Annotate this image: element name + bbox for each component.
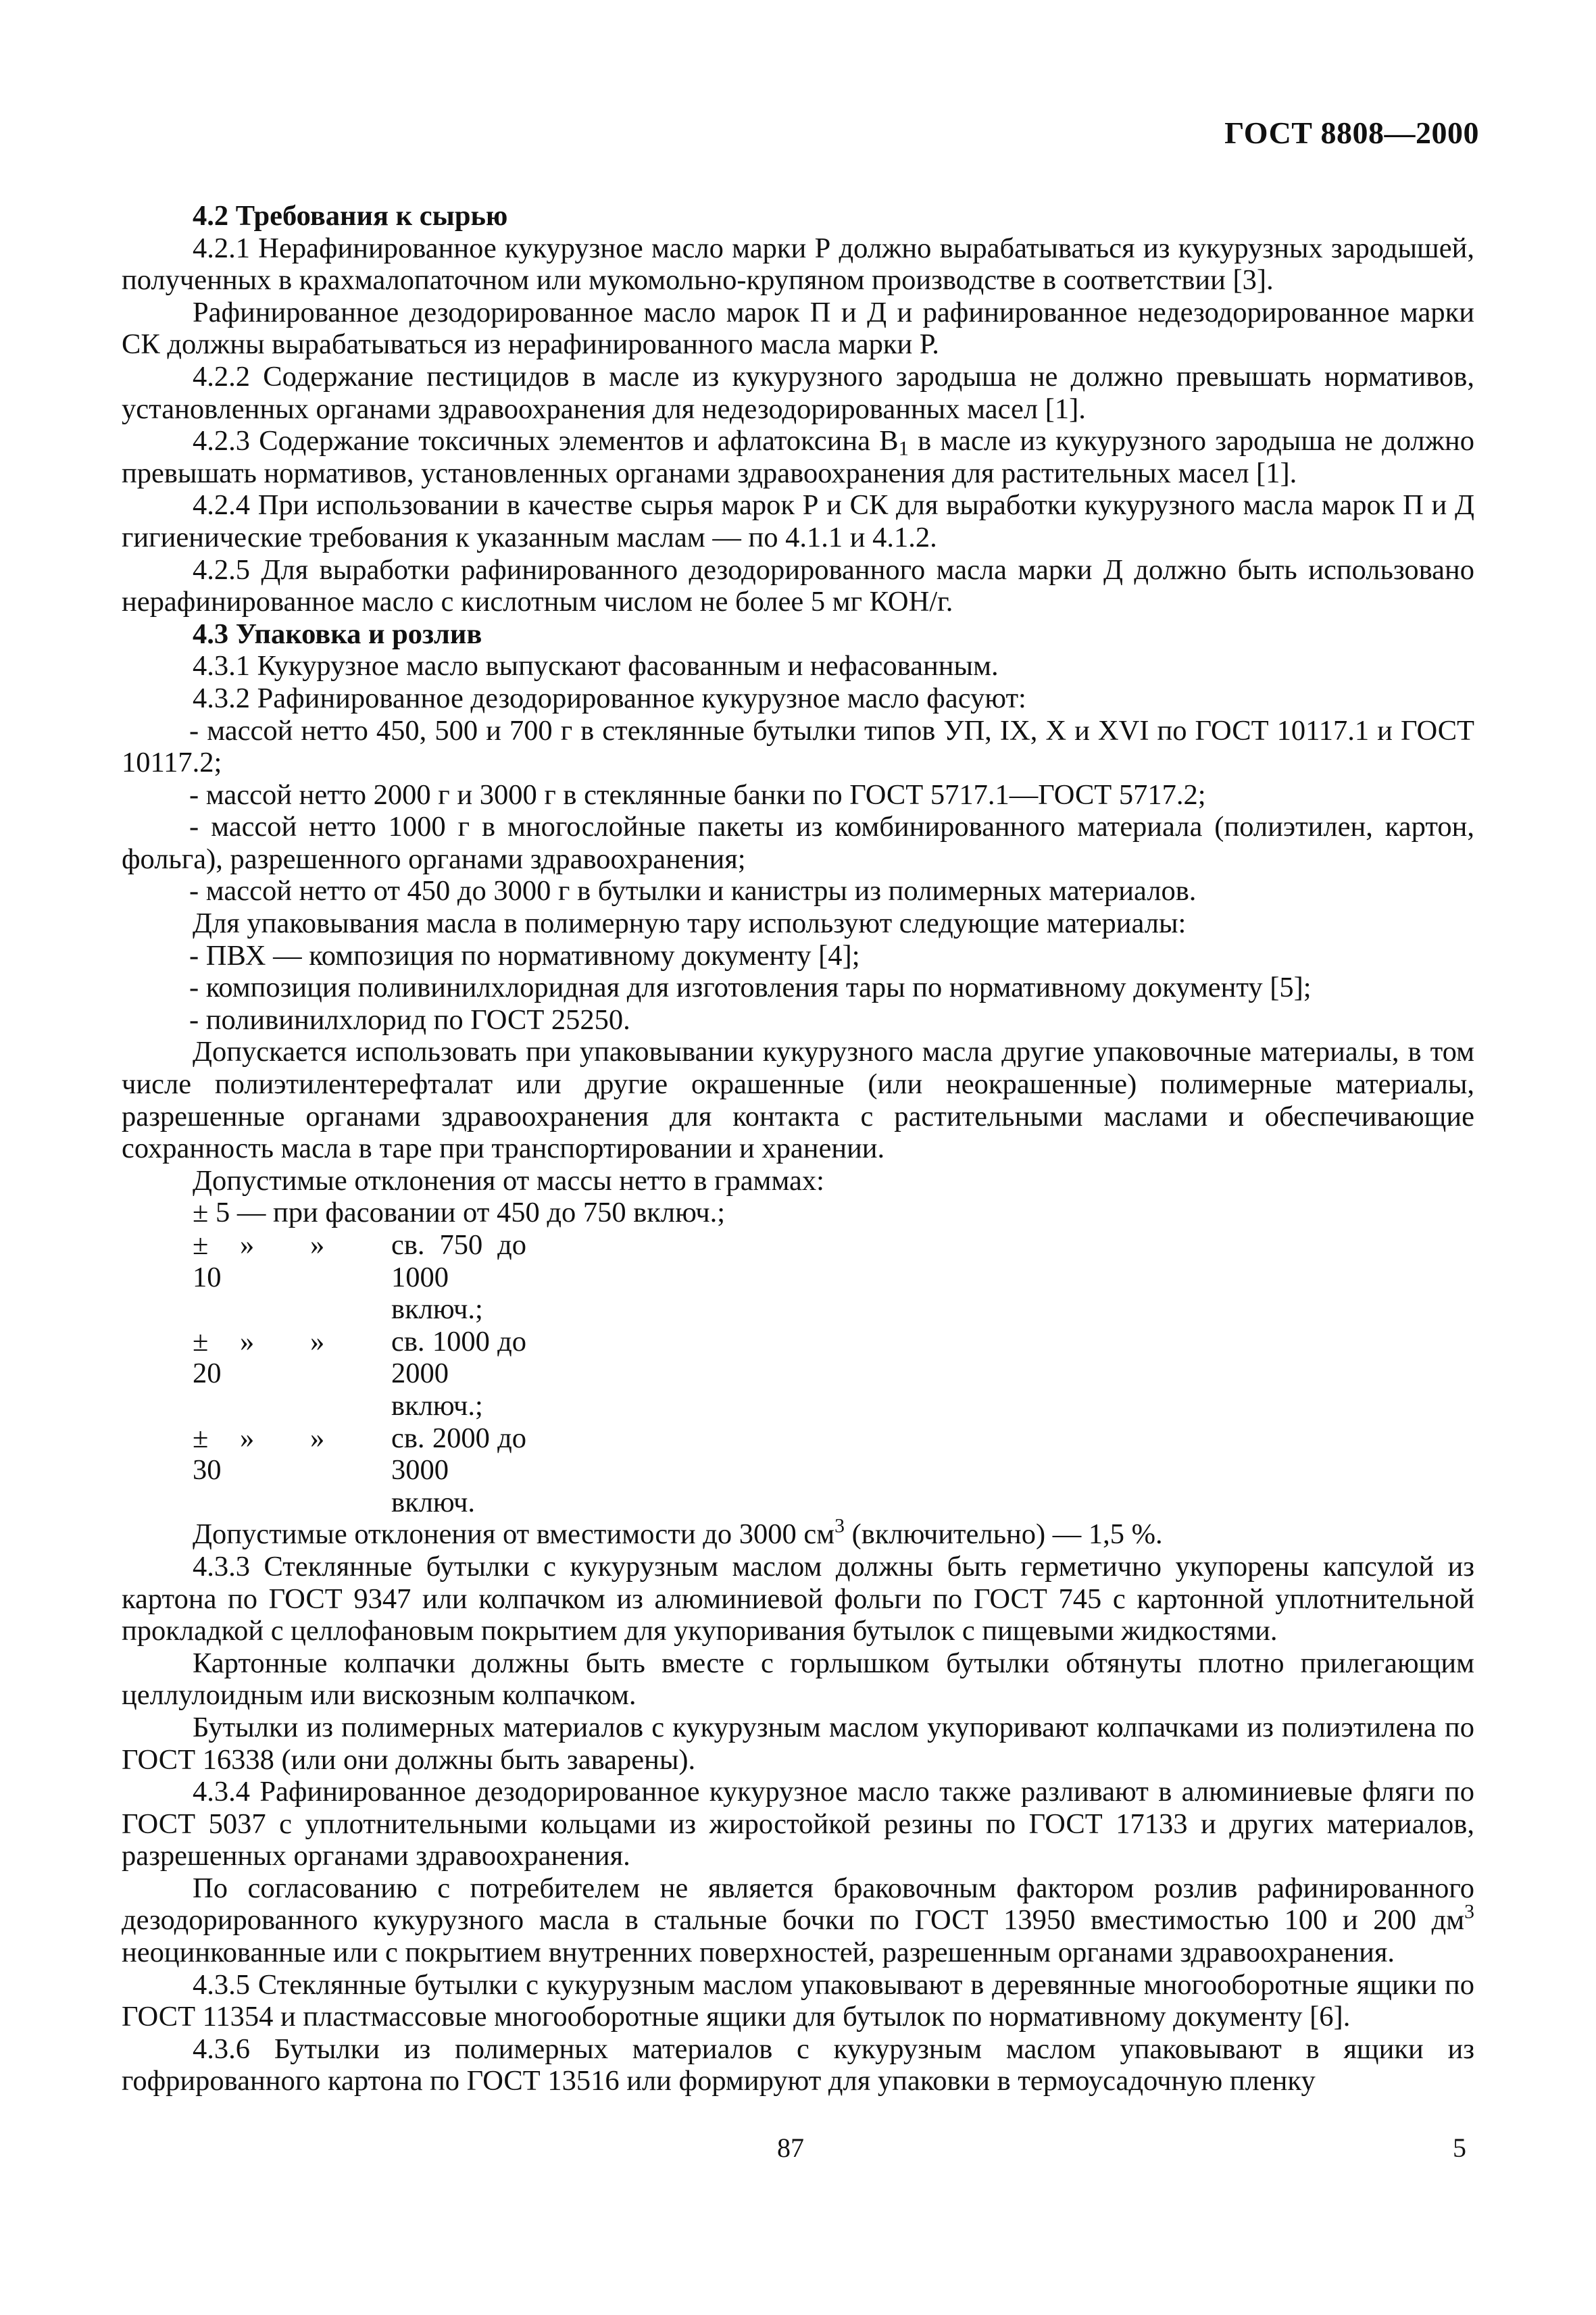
tolerance-cell: » — [240, 1325, 255, 1358]
paragraph: ± 5 — при фасовании от 450 до 750 включ.; — [193, 1197, 726, 1229]
paragraph: 4.2.1 Нерафинированное кукурузное масло марки Р должно вырабатываться из кукурузных зародышей, полученных в крахмалопаточном или мукомольно-крупяном производстве в соответствии [3]. — [122, 232, 1474, 297]
sheet-number: 5 — [1453, 2133, 1466, 2163]
tolerance-cell: » — [310, 1422, 325, 1454]
tolerance-row — [122, 1326, 1474, 1422]
section-heading: 4.2 Требования к сырью — [193, 200, 508, 232]
paragraph: Допускается использовать при упаковывании кукурузного масла другие упаковочные материалы, в том числе полиэтилентерефталат или другие окрашенные (или неокрашенные) полимерные материалы, разрешенные органами здравоохранения для контакта с растительными маслами и обеспечивающие сохранность масла в таре при транспортировании и хранении. — [122, 1036, 1474, 1165]
tolerance-cell: » — [310, 1229, 325, 1261]
tolerance-row — [122, 1229, 1474, 1326]
tolerance-cell: св. 1000 до 2000 включ.; — [391, 1325, 526, 1422]
text-run: 4.2.3 Содержание токсичных элементов и афлатоксина В — [193, 425, 899, 457]
paragraph: Для упаковывания масла в полимерную тару используют следующие материалы: — [193, 907, 1187, 940]
section-heading: 4.3 Упаковка и розлив — [193, 618, 482, 650]
paragraph: Картонные колпачки должны быть вместе с горлышком бутылки обтянуты плотно прилегающим целлулоидным или вискозным колпачком. — [122, 1647, 1474, 1712]
list-item: - поливинилхлорид по ГОСТ 25250. — [189, 1003, 630, 1036]
paragraph: 4.3.3 Стеклянные бутылки с кукурузным маслом должны быть герметично укупорены капсулой из картона по ГОСТ 9347 или колпачком из алюминиевой фольги по ГОСТ 745 с картонной уплотнительной прокладкой с целлофановым покрытием для укупоривания бутылок с пищевыми жидкостями. — [122, 1550, 1474, 1647]
paragraph: Бутылки из полимерных материалов с кукурузным маслом укупоривают колпачками из полиэтилена по ГОСТ 16338 (или они должны быть заварены). — [122, 1711, 1474, 1776]
list-item: - композиция поливинилхлоридная для изготовления тары по нормативному документу [5]; — [189, 972, 1312, 1004]
text-run: 1 — [898, 437, 909, 460]
paragraph: 4.2.2 Содержание пестицидов в масле из кукурузного зародыша не должно превышать нормативов, установленных органами здравоохранения для недезодорированных масел [1]. — [122, 360, 1474, 425]
text-run: 3 — [1464, 1901, 1474, 1924]
text-run: неоцинкованные или с покрытием внутренних поверхностей, разрешенным органами здравоохранения. — [122, 1937, 1395, 1969]
paragraph: Рафинированное дезодорированное масло марок П и Д и рафинированное недезодорированное марки СК должны вырабатываться из нерафинированного масла марки Р. — [122, 296, 1474, 361]
page-number: 87 — [777, 2133, 804, 2163]
paragraph — [122, 1514, 1474, 1551]
tolerance-cell: » — [240, 1422, 255, 1454]
list-item: - ПВХ — композиция по нормативному документу [4]; — [189, 939, 860, 972]
paragraph — [122, 425, 1474, 489]
tolerance-cell: ± 30 — [193, 1422, 222, 1487]
list-item: - массой нетто 2000 г и 3000 г в стеклянные банки по ГОСТ 5717.1—ГОСТ 5717.2; — [189, 778, 1206, 811]
tolerance-cell: ± 10 — [193, 1229, 222, 1293]
paragraph — [122, 1872, 1474, 1969]
tolerance-cell: ± 20 — [193, 1325, 222, 1390]
text-run: По согласованию с потребителем не является браковочным фактором розлив рафинированного дезодорированного кукурузного масла в стальные бочки по ГОСТ 13950 вместимостью 100 и 200 дм — [122, 1872, 1474, 1937]
list-item: - массой нетто 450, 500 и 700 г в стеклянные бутылки типов УП, IX, X и XVI по ГОСТ 10117.1 и ГОСТ 10117.2; — [122, 714, 1474, 779]
paragraph: 4.2.5 Для выработки рафинированного дезодорированного масла марки Д должно быть использовано нерафинированное масло с кислотным числом не более 5 мг КОН/г. — [122, 553, 1474, 618]
document-body — [122, 200, 1474, 2097]
tolerance-cell: » — [240, 1229, 255, 1261]
tolerance-row — [122, 1422, 1474, 1519]
paragraph: 4.2.4 При использовании в качестве сырья марок Р и СК для выработки кукурузного масла марок П и Д гигиенические требования к указанным маслам — по 4.1.1 и 4.1.2. — [122, 489, 1474, 553]
text-run: (включительно) — 1,5 %. — [844, 1518, 1163, 1551]
paragraph: 4.3.4 Рафинированное дезодорированное кукурузное масло также разливают в алюминиевые фляги по ГОСТ 5037 с уплотнительными кольцами из жиростойкой резины по ГОСТ 17133 и других материалов, разрешенных органами здравоохранения. — [122, 1776, 1474, 1872]
text-run: в масле из кукурузного зародыша не должно превышать нормативов, установленных органами здравоохранения для растительных масел [1]. — [122, 425, 1474, 489]
text-run: 3 — [834, 1514, 845, 1537]
document-code-header: ГОСТ 8808—2000 — [1224, 116, 1479, 150]
tolerance-cell: св. 750 до 1000 включ.; — [391, 1229, 526, 1326]
text-run: Допустимые отклонения от вместимости до 3000 см — [193, 1518, 835, 1551]
paragraph: 4.3.1 Кукурузное масло выпускают фасованным и нефасованным. — [193, 650, 999, 682]
paragraph: 4.3.2 Рафинированное дезодорированное кукурузное масло фасуют: — [193, 682, 1026, 714]
tolerance-cell: св. 2000 до 3000 включ. — [391, 1422, 526, 1518]
list-item: - массой нетто 1000 г в многослойные пакеты из комбинированного материала (полиэтилен, картон, фольга), разрешенного органами здравоохранения; — [122, 811, 1474, 875]
list-item: - массой нетто от 450 до 3000 г в бутылки и канистры из полимерных материалов. — [189, 875, 1197, 907]
paragraph: 4.3.5 Стеклянные бутылки с кукурузным маслом упаковывают в деревянные многооборотные ящики по ГОСТ 11354 и пластмассовые многооборотные ящики для бутылок по нормативному документу [6]. — [122, 1968, 1474, 2033]
paragraph: Допустимые отклонения от массы нетто в граммах: — [193, 1164, 824, 1197]
paragraph: 4.3.6 Бутылки из полимерных материалов с кукурузным маслом упаковывают в ящики из гофрированного картона по ГОСТ 13516 или формируют для упаковки в термоусадочную пленку — [122, 2033, 1474, 2097]
tolerance-cell: » — [310, 1325, 325, 1358]
